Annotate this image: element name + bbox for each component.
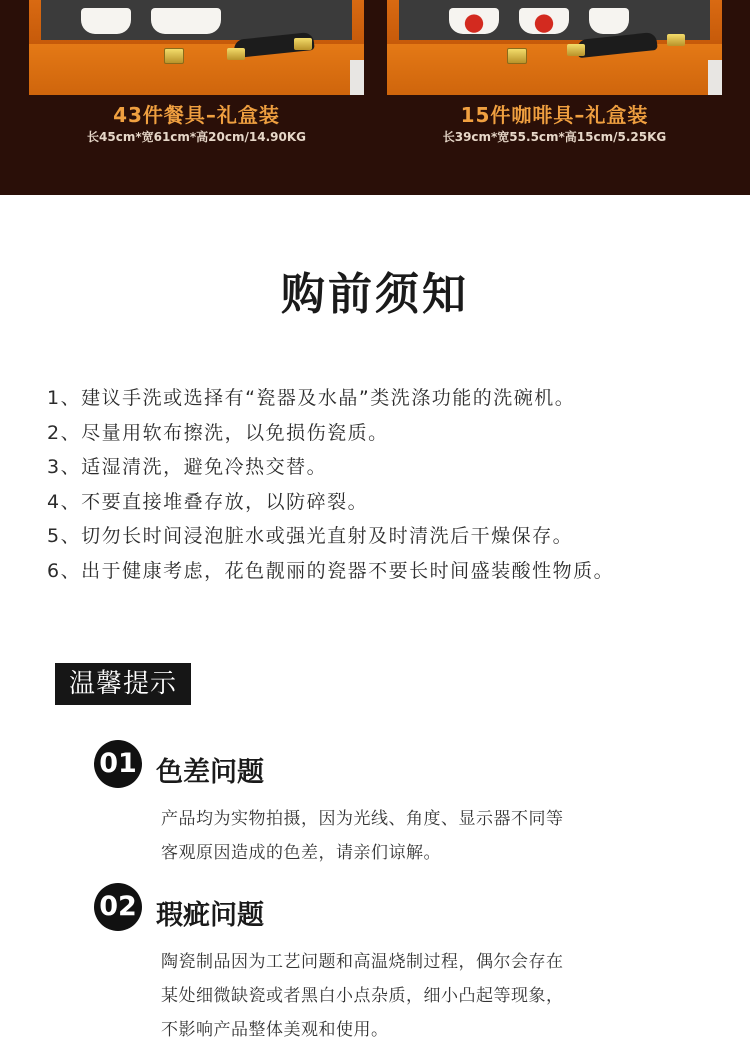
notice-item: 5、切勿长时间浸泡脏水或强光直射及时清洗后干燥保存。 [47,525,574,547]
product-title: 15件咖啡具–礼盒装 [460,103,649,127]
notice-item: 4、不要直接堆叠存放，以防碎裂。 [47,490,369,513]
tip-line: 陶瓷制品因为工艺问题和高温烧制过程，偶尔会存在 [161,952,564,972]
notice-title: 购前须知 [281,269,469,320]
notice-list [47,384,614,591]
notice-item: 2、尽量用软布擦洗，以免损伤瓷质。 [47,421,389,444]
tip-number-badge: 01 [94,740,142,788]
product-card-dinnerware[interactable] [29,0,364,144]
product-title: 43件餐具–礼盒装 [113,103,280,127]
dinnerware-gift-box-image [29,0,364,95]
coffee-set-gift-box-image [387,0,722,95]
tip-line: 产品均为实物拍摄，因为光线、角度、显示器不同等 [161,809,564,829]
tip-line: 某处细微缺瓷或者黑白小点杂质，细小凸起等现象， [161,986,564,1006]
notice-item: 1、建议手洗或选择有“瓷器及水晶”类洗涤功能的洗碗机。 [47,387,576,409]
tip-body [161,802,564,870]
product-spec: 长45cm*宽61cm*高20cm/14.90KG [87,130,306,144]
tip-body [161,945,564,1047]
tip-number-badge: 02 [94,883,142,931]
notice-item: 3、适湿清洗，避免冷热交替。 [47,456,328,478]
tip-title: 瑕疵问题 [156,900,264,931]
notice-item: 6、出于健康考虑，花色靓丽的瓷器不要长时间盛装酸性物质。 [47,559,615,582]
tip-title: 色差问题 [156,757,264,788]
tips-tag: 温馨提示 [55,663,191,705]
product-band [0,0,750,195]
tip-line: 客观原因造成的色差，请亲们谅解。 [161,843,441,863]
tip-line: 不影响产品整体美观和使用。 [161,1020,389,1040]
product-card-coffee-set[interactable] [387,0,722,144]
product-spec: 长39cm*宽55.5cm*高15cm/5.25KG [442,130,667,144]
